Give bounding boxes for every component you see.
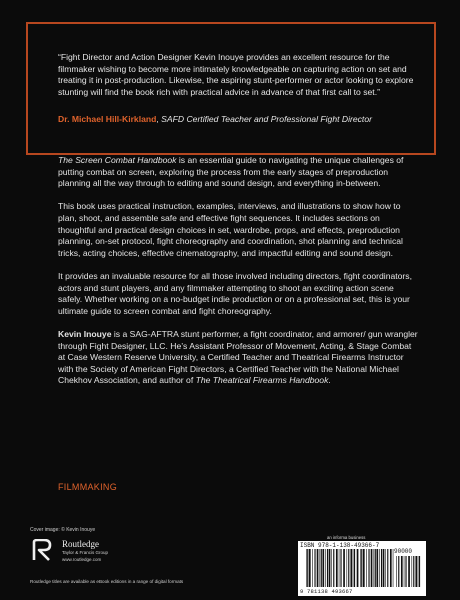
description-paragraph-2: This book uses practical instruction, examples, interviews, and illustrations to show how to plan, shoot, and assemble safe and effective fight sequences. It includes sections on thoughtful and practical design choices in set, wardrobe, props, and effects, preproduction planning, on-set protocol, fight choreography and coordination, shot planning and technical tricks, acting choices, effective cinematography, and impactful editing and sound design. — [58, 201, 403, 258]
publisher-group: Taylor & Francis Group — [62, 550, 109, 555]
quote-text: “Fight Director and Action Designer Kevin Inouye provides an excellent resource for the filmmaker wishing to become more intimately knowledgeable on capturing action on set and treating it in post-production. Likewise, the aspiring stunt-performer or actor looking to explore stunting will find the book rich with practical advice in advance of that first call to set.” — [58, 52, 414, 97]
attribution-name: Dr. Michael Hill-Kirkland — [58, 114, 157, 124]
price-barcode-bars — [396, 556, 422, 587]
attribution-title: SAFD Certified Teacher and Professional Fight Director — [161, 114, 372, 124]
bio-text: is a SAG-AFTRA stunt performer, a fight coordinator, and armorer/ gun wrangler through Fight Designer, LLC. He’s Assistant Professor of Movement, Acting, & Stage Combat at Case Western Reserve University, a Certified Teacher and Theatrical Firearms Instructor with the Society of American Fight Directors, a Certified Teacher with the National Michael Chekhov Association, and author of — [58, 328, 418, 386]
book-description — [58, 155, 418, 398]
barcode-bars — [306, 549, 394, 587]
category-label: FILMMAKING — [58, 482, 118, 492]
endorsement-quote — [58, 52, 418, 98]
publisher-url: www.routledge.com — [62, 557, 102, 562]
isbn-text: ISBN 978-1-138-49366-7 — [300, 542, 380, 549]
book-title-italic: The Screen Combat Handbook — [58, 155, 177, 165]
price-code: 90000 — [394, 548, 413, 555]
p1-text: is an essential guide to navigating the unique challenges of putting combat on screen, exploring the process from the early stages of preproduction planning all the way through to editing and sound design, and everything in-between. — [58, 155, 404, 189]
informa-business-tag: an informa business — [327, 535, 366, 540]
bio-end: . — [328, 375, 331, 386]
barcode-digits: 9 781138 493667 — [300, 588, 353, 595]
quote-attribution: Dr. Michael Hill-Kirkland, SAFD Certified Teacher and Professional Fight Director — [58, 114, 372, 124]
description-paragraph-1 — [58, 155, 418, 190]
cover-credit: Cover image: © Kevin Inouye — [30, 527, 96, 533]
author-bio — [58, 329, 418, 387]
author-name: Kevin Inouye — [58, 328, 112, 339]
ebook-note: Routledge titles are available as eBook editions in a range of digital formats — [30, 579, 184, 584]
publisher-name: Routledge — [62, 539, 99, 549]
other-book-title: The Theatrical Firearms Handbook — [195, 375, 329, 386]
description-paragraph-3: It provides an invaluable resource for all those involved including directors, fight coordinators, actors and stunt players, and any filmmaker attempting to shoot an exciting action scene safely. Whether working on a no-budget indie production or on a professional set, this is your ultimate guide to screen combat and fight choreography. — [58, 270, 412, 316]
routledge-logo-icon — [30, 539, 56, 561]
